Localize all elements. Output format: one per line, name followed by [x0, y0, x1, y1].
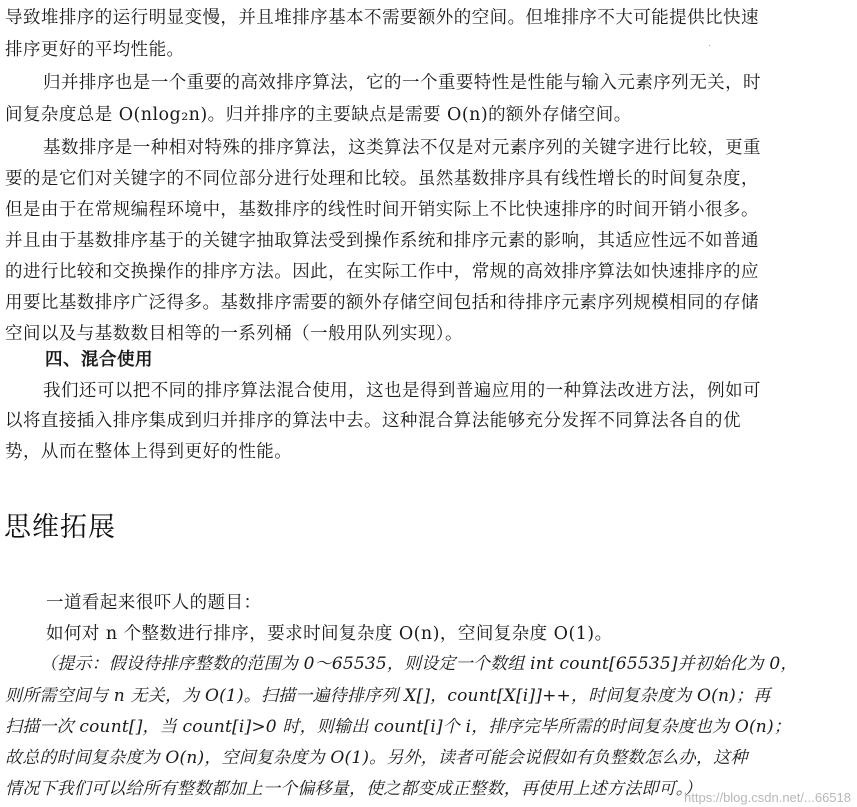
- hint-line: 则所需空间与 n 无关，为 O(1)。扫描一遍待排序列 X[]，count[X[i]]++，时间复杂度为 O(n)；再: [5, 686, 771, 706]
- paragraph-line: 以将直接插入排序集成到归并排序的算法中去。这种混合算法能够充分发挥不同算法各自的优: [5, 411, 741, 431]
- paragraph-line: 空间以及与基数数目相等的一系列桶（一般用队列实现）。: [5, 324, 463, 344]
- page-title: 思维拓展: [4, 512, 116, 543]
- paragraph-line: 要的是它们对关键字的不同位部分进行处理和比较。虽然基数排序具有线性增长的时间复杂度，: [5, 169, 759, 189]
- paragraph-line: 并且由于基数排序基于的关键字抽取算法受到操作系统和排序元素的影响，其适应性远不如普通: [5, 231, 759, 251]
- paragraph-line: 基数排序是一种相对特殊的排序算法，这类算法不仅是对元素序列的关键字进行比较，更重: [43, 138, 761, 158]
- section-subheading: 四、混合使用: [45, 350, 153, 370]
- paragraph-line: 导致堆排序的运行明显变慢，并且堆排序基本不需要额外的空间。但堆排序不大可能提供比快速: [5, 8, 759, 28]
- paragraph-line: 一道看起来很吓人的题目：: [46, 593, 262, 613]
- paragraph-line: 间复杂度总是 O(nlog₂n)。归并排序的主要缺点是需要 O(n)的额外存储空间。: [5, 105, 632, 125]
- scan-speck: ·: [708, 40, 712, 51]
- hint-line: 扫描一次 count[]，当 count[i]>0 时，则输出 count[i]个 i，排序完毕所需的时间复杂度也为 O(n)；: [5, 717, 791, 737]
- paragraph-line: 我们还可以把不同的排序算法混合使用，这也是得到普遍应用的一种算法改进方法，例如可: [43, 381, 761, 401]
- paragraph-line: 排序更好的平均性能。: [5, 40, 185, 60]
- watermark: https://blog.csdn.net/...66518: [684, 790, 851, 805]
- paragraph-line: 用要比基数排序广泛得多。基数排序需要的额外存储空间包括和待排序元素序列规模相同的存储: [5, 293, 759, 313]
- paragraph-line: 但是由于在常规编程环境中，基数排序的线性时间开销实际上不比快速排序的时间开销小很多。: [5, 200, 759, 220]
- paragraph-line: 归并排序也是一个重要的高效排序算法，它的一个重要特性是性能与输入元素序列无关，时: [43, 73, 761, 93]
- hint-line: 情况下我们可以给所有整数都加上一个偏移量，使之都变成正整数，再使用上述方法即可。）: [5, 779, 702, 799]
- paragraph-line: 如何对 n 个整数进行排序，要求时间复杂度 O(n)，空间复杂度 O(1)。: [46, 624, 613, 644]
- hint-line: （提示：假设待排序整数的范围为 0～65535，则设定一个数组 int count[65535]并初始化为 0，: [40, 654, 798, 674]
- paragraph-line: 势，从而在整体上得到更好的性能。: [5, 442, 293, 462]
- paragraph-line: 的进行比较和交换操作的排序方法。因此，在实际工作中，常规的高效排序算法如快速排序的应: [5, 262, 759, 282]
- hint-line: 故总的时间复杂度为 O(n)，空间复杂度为 O(1)。另外，读者可能会说假如有负整数怎么办，这种: [5, 748, 748, 768]
